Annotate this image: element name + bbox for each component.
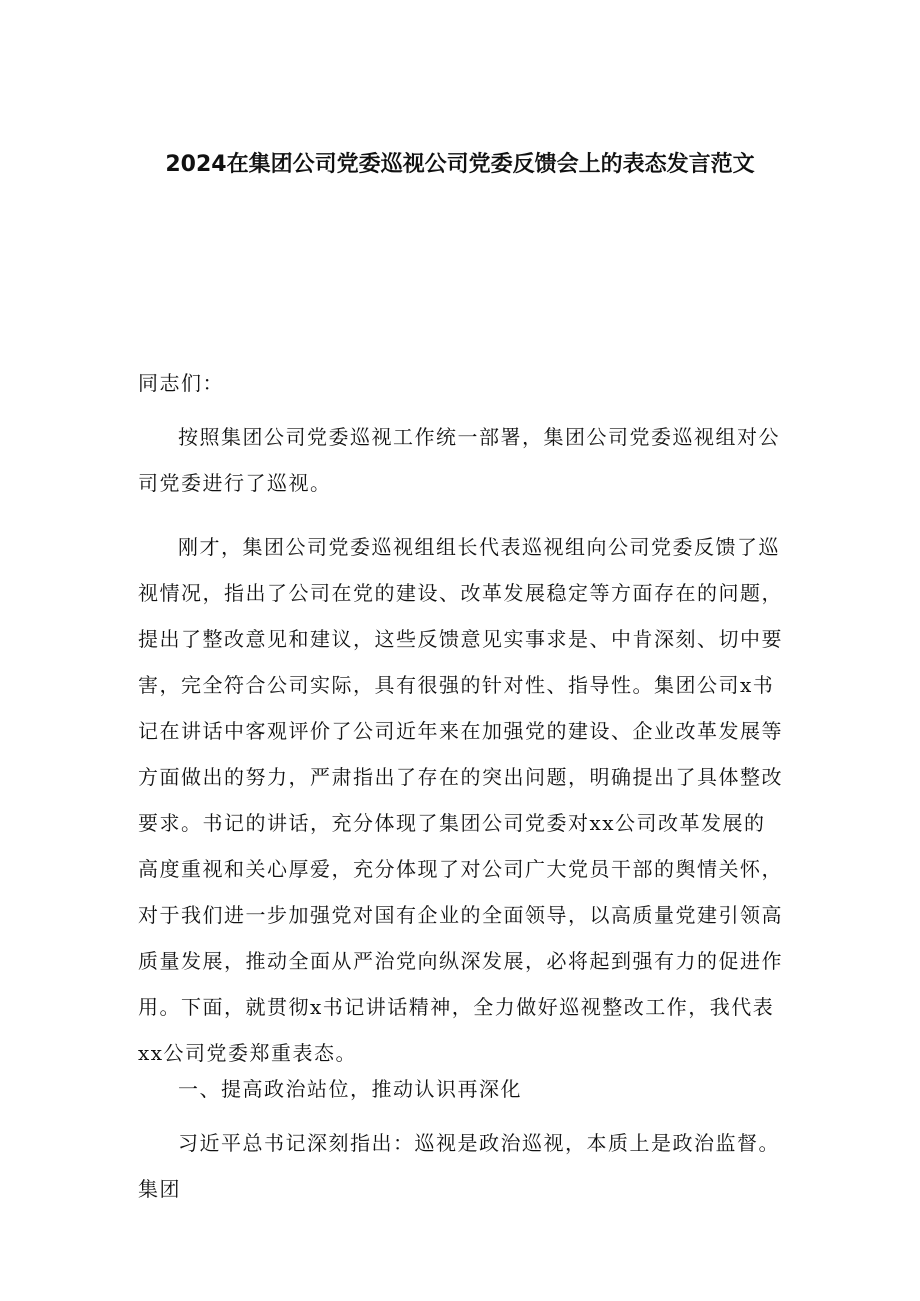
section-heading: 一、提高政治站位，推动认识再深化: [178, 1077, 522, 1101]
salutation: 同志们：: [138, 371, 224, 395]
paragraph-section-start: 习近平总书记深刻指出：巡视是政治巡视，本质上是政治监督。集团: [138, 1131, 780, 1201]
document-title: 2024在集团公司党委巡视公司党委反馈会上的表态发言范文: [165, 152, 755, 177]
paragraph-deployment: 按照集团公司党委巡视工作统一部署，集团公司党委巡视组对公司党委进行了巡视。: [138, 425, 780, 495]
paragraph-feedback: 刚才，集团公司党委巡视组组长代表巡视组向公司党委反馈了巡视情况，指出了公司在党的建设、改革发展稳定等方面存在的问题，提出了整改意见和建议，这些反馈意见实事求是、中肯深刻、切中要害，完全符合公司实际，具有很强的针对性、指导性。集团公司x书记在讲话中客观评价了公司近年来在加强党的建设、企业改革发展等方面做出的努力，严肃指出了存在的突出问题，明确提出了具体整改要求。书记的讲话，充分体现了集团公司党委对xx公司改革发展的高度重视和关心厚爱，充分体现了对公司广大党员干部的舆情关怀，对于我们进一步加强党对国有企业的全面领导，以高质量党建引领高质量发展，推动全面从严治党向纵深发展，必将起到强有力的促进作用。下面，就贯彻x书记讲话精神，全力做好巡视整改工作，我代表xx公司党委郑重表态。: [138, 535, 783, 1065]
